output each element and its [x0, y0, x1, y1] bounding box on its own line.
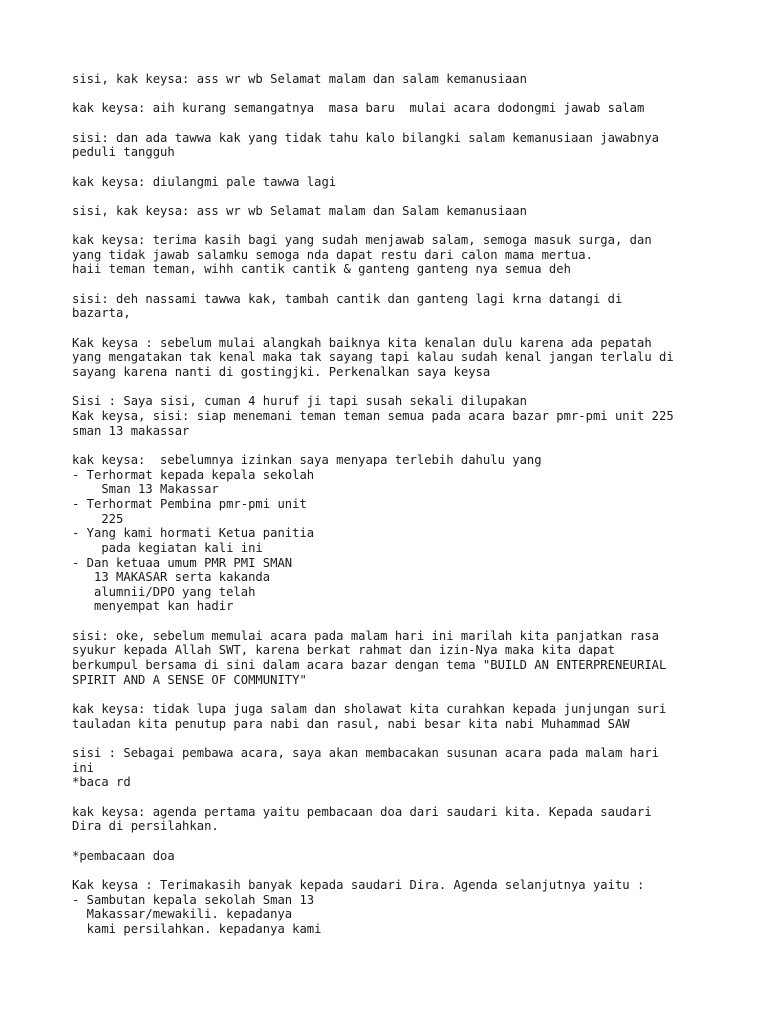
- text-line: Sman 13 Makassar: [72, 482, 219, 497]
- script-paragraph: [72, 204, 712, 219]
- text-line: Kak keysa : Terimakasih banyak kepada saudari Dira. Agenda selanjutnya yaitu :: [72, 877, 645, 892]
- script-paragraph: [72, 629, 712, 688]
- script-paragraph: [72, 72, 712, 87]
- text-line: kak keysa: sebelumnya izinkan saya menyapa terlebih dahulu yang: [72, 452, 542, 467]
- text-line: Kak keysa, sisi: siap menemani teman teman semua pada acara bazar pmr-pmi unit 225: [72, 408, 674, 423]
- script-paragraph: [72, 746, 712, 790]
- text-line: - Terhormat Pembina pmr-pmi unit: [72, 496, 307, 511]
- text-line: sisi: dan ada tawwa kak yang tidak tahu kalo bilangki salam kemanusiaan jawabnya: [72, 130, 659, 145]
- text-line: - Dan ketuaa umum PMR PMI SMAN: [72, 555, 293, 570]
- script-paragraph: [72, 805, 712, 834]
- text-line: *pembacaan doa: [72, 848, 175, 863]
- text-line: tauladan kita penutup para nabi dan rasul, nabi besar kita nabi Muhammad SAW: [72, 716, 630, 731]
- text-line: sman 13 makassar: [72, 423, 190, 438]
- text-line: sisi : Sebagai pembawa acara, saya akan membacakan susunan acara pada malam hari: [72, 746, 659, 760]
- text-line: peduli tangguh: [72, 145, 175, 160]
- script-paragraph: [72, 878, 712, 937]
- text-line: bazarta,: [72, 306, 131, 321]
- text-line: kak keysa: aih kurang semangatnya masa baru mulai acara dodongmi jawab salam: [72, 101, 645, 116]
- text-line: *baca rd: [72, 775, 131, 790]
- text-line: - Yang kami hormati Ketua panitia: [72, 526, 315, 541]
- text-line: Makassar/mewakili. kepadanya: [72, 907, 293, 922]
- text-line: kak keysa: diulangmi pale tawwa lagi: [72, 174, 337, 189]
- text-line: sayang karena nanti di gostingjki. Perkenalkan saya keysa: [72, 365, 491, 380]
- text-line: 13 MAKASAR serta kakanda: [72, 570, 271, 585]
- script-paragraph: [72, 175, 712, 190]
- text-line: yang tidak jawab salamku semoga nda dapat restu dari calon mama mertua.: [72, 247, 593, 262]
- text-line: haii teman teman, wihh cantik cantik & ganteng ganteng nya semua deh: [72, 262, 571, 277]
- text-line: yang mengatakan tak kenal maka tak sayang tapi kalau sudah kenal jangan terlalu di: [72, 350, 674, 365]
- script-paragraph: [72, 233, 712, 277]
- text-line: kak keysa: agenda pertama yaitu pembacaan doa dari saudari kita. Kepada saudari: [72, 804, 652, 819]
- text-line: - Sambutan kepala sekolah Sman 13: [72, 892, 315, 907]
- text-line: Sisi : Saya sisi, cuman 4 huruf ji tapi susah sekali dilupakan: [72, 394, 527, 409]
- text-line: alumnii/DPO yang telah: [72, 584, 256, 599]
- text-line: kak keysa: terima kasih bagi yang sudah menjawab salam, semoga masuk surga, dan: [72, 233, 652, 248]
- text-line: kami persilahkan. kepadanya kami: [72, 921, 322, 936]
- text-line: sisi: oke, sebelum memulai acara pada malam hari ini marilah kita panjatkan rasa: [72, 628, 659, 643]
- script-paragraph: [72, 453, 712, 614]
- text-line: sisi, kak keysa: ass wr wb Selamat malam dan salam kemanusiaan: [72, 72, 527, 86]
- text-line: berkumpul bersama di sini dalam acara bazar dengan tema "BUILD AN ENTERPRENEURIAL: [72, 658, 667, 673]
- text-line: syukur kepada Allah SWT, karena berkat rahmat dan izin-Nya maka kita dapat: [72, 643, 615, 658]
- text-line: Dira di persilahkan.: [72, 819, 219, 834]
- script-paragraph: [72, 702, 712, 731]
- text-line: 225: [72, 511, 124, 526]
- text-line: SPIRIT AND A SENSE OF COMMUNITY": [72, 672, 307, 687]
- text-line: pada kegiatan kali ini: [72, 540, 263, 555]
- script-paragraph: [72, 394, 712, 438]
- text-line: ini: [72, 760, 95, 775]
- text-line: menyempat kan hadir: [72, 599, 234, 614]
- script-paragraph: [72, 101, 712, 116]
- text-line: Kak keysa : sebelum mulai alangkah baiknya kita kenalan dulu karena ada pepatah: [72, 335, 652, 350]
- text-line: kak keysa: tidak lupa juga salam dan sholawat kita curahkan kepada junjungan suri: [72, 702, 667, 717]
- text-line: sisi: deh nassami tawwa kak, tambah cantik dan ganteng lagi krna datangi di: [72, 291, 623, 306]
- text-line: - Terhormat kepada kepala sekolah: [72, 467, 315, 482]
- text-line: sisi, kak keysa: ass wr wb Selamat malam dan Salam kemanusiaan: [72, 203, 527, 218]
- script-paragraph: [72, 336, 712, 380]
- script-paragraph: [72, 849, 712, 864]
- document-body: [72, 72, 712, 951]
- script-paragraph: [72, 292, 712, 321]
- script-paragraph: [72, 131, 712, 160]
